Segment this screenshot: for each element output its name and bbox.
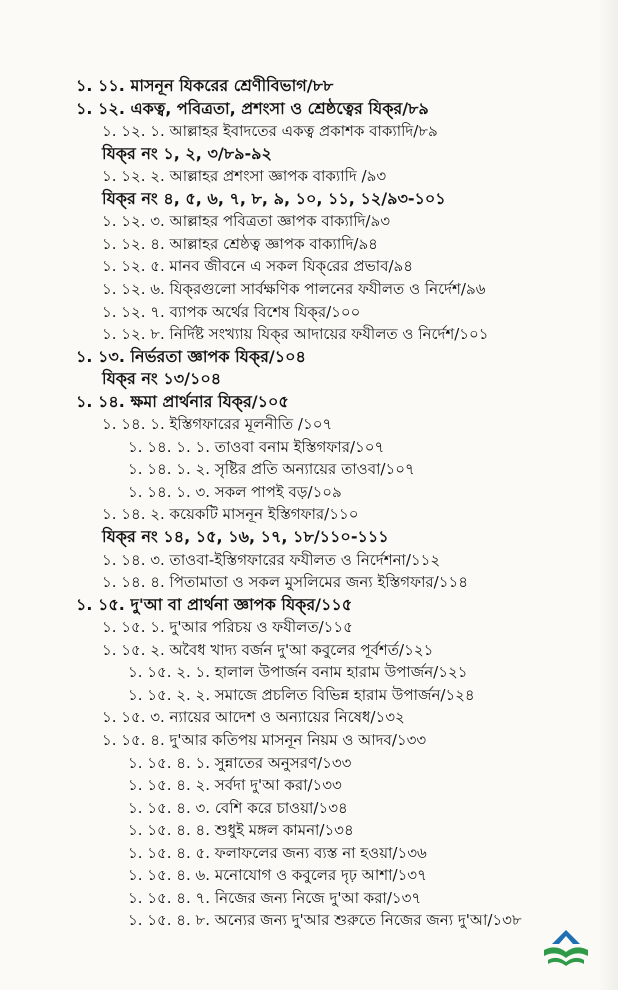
toc-entry: ১. ১২. ২. আল্লাহর প্রশংসা জ্ঞাপক বাক্যাদি /৯৩ — [102, 167, 387, 186]
toc-entry: ১. ১২. ৫. মানব জীবনে এ সকল যিক্‌রের প্রভাব/৯৪ — [102, 257, 414, 276]
toc-entry: ১. ১৪. ১. ২. সৃষ্টির প্রতি অন্যায়ের তাওবা/১০৭ — [128, 460, 415, 479]
toc-entry: যিক্‌র নং ১, ২, ৩/৮৯-৯২ — [102, 143, 272, 163]
toc-entry: ১. ১৪. ১. ৩. সকল পাপই বড়/১০৯ — [128, 482, 342, 501]
toc-entry: ১. ১২. ৬. যিক্‌রগুলো সার্বক্ষণিক পালনের ফযীলত ও নির্দেশ/৯৬ — [102, 279, 486, 298]
publisher-logo-icon — [540, 928, 592, 972]
toc-entry: ১. ১৫. দু'আ বা প্রার্থনা জ্ঞাপক যিক্‌র/১১৫ — [76, 594, 353, 614]
toc-entry: ১. ১৩. নির্ভরতা জ্ঞাপক যিক্‌র/১০৪ — [76, 346, 306, 366]
toc-entry: ১. ১৪. ৩. তাওবা-ইস্তিগফারের ফযীলত ও নির্দেশনা/১১২ — [102, 550, 441, 569]
toc-entry: যিক্‌র নং ১৩/১০৪ — [102, 369, 222, 389]
toc-entry: ১. ১৫. ৪. ৮. অন্যের জন্য দু'আর শুরুতে নিজের জন্য দু'আ/১৩৮ — [128, 911, 522, 930]
toc-entry: ১. ১২. ৩. আল্লাহর পবিত্রতা জ্ঞাপক বাক্যাদি/৯৩ — [102, 212, 390, 231]
toc-entry: ১. ১৫. ৪. ১. সুন্নাতের অনুসরণ/১৩৩ — [128, 753, 352, 772]
toc-entry: যিক্‌র নং ১৪, ১৫, ১৬, ১৭, ১৮/১১০-১১১ — [102, 527, 389, 546]
toc-entry: ১. ১২. ৮. নির্দিষ্ট সংখ্যায় যিক্‌র আদায়ের ফযীলত ও নির্দেশ/১০১ — [102, 325, 489, 344]
toc-entry: ১. ১২. একত্ব, পবিত্রতা, প্রশংসা ও শ্রেষ্ঠত্বের যিক্‌র/৮৯ — [76, 98, 429, 118]
toc-entry: ১. ১৫. ৪. ২. সর্বদা দু'আ করা/১৩৩ — [128, 776, 342, 795]
toc-entry: ১. ১৫. ৪. ৬. মনোযোগ ও কবুলের দৃঢ় আশা/১৩৭ — [128, 866, 427, 885]
toc-entry: ১. ১২. ১. আল্লাহর ইবাদতের একত্ব প্রকাশক বাক্যাদি/৮৯ — [102, 122, 438, 141]
toc-entry: ১. ১৫. ৪. ৩. বেশি করে চাওয়া/১৩৪ — [128, 798, 348, 817]
toc-entry: ১. ১২. ৭. ব্যাপক অর্থের বিশেষ যিক্‌র/১০০ — [102, 302, 361, 321]
toc-entry: ১. ১৪. ক্ষমা প্রার্থনার যিক্‌র/১০৫ — [76, 391, 289, 411]
page-edge — [598, 0, 618, 990]
toc-entry: ১. ১৫. ২. ১. হালাল উপার্জন বনাম হারাম উপার্জন/১২১ — [128, 663, 468, 682]
toc-entry: ১. ১৫. ৪. ৪. শুধুই মঙ্গল কামনা/১৩৪ — [128, 821, 354, 840]
toc-entry: ১. ১৫. ২. ২. সমাজে প্রচলিত বিভিন্ন হারাম উপার্জন/১২৪ — [128, 685, 475, 704]
toc-entry: ১. ১৫. ৪. দু'আর কতিপয় মাসনূন নিয়ম ও আদব/১৩৩ — [102, 730, 427, 749]
toc-entry: ১. ১৫. ১. দু'আর পরিচয় ও ফযীলত/১১৫ — [102, 618, 353, 637]
toc-entry: ১. ১৫. ৩. ন্যায়ের আদেশ ও অন্যায়ের নিষেধ/১৩২ — [102, 708, 405, 727]
toc-entry: ১. ১৫. ৪. ৭. নিজের জন্য নিজে দু'আ করা/১৩৭ — [128, 888, 422, 907]
toc-entry: ১. ১৪. ১. ইস্তিগফারের মূলনীতি /১০৭ — [102, 415, 333, 434]
toc-entry: ১. ১৫. ২. অবৈধ খাদ্য বর্জন দু'আ কবুলের পূর্বশর্ত/১২১ — [102, 640, 434, 659]
toc-entry: ১. ১৪. ৪. পিতামাতা ও সকল মুসলিমের জন্য ইস্তিগফার/১১৪ — [102, 573, 468, 592]
toc-entry: ১. ১৪. ২. কয়েকটি মাসনূন ইস্তিগফার/১১০ — [102, 505, 359, 524]
toc-entry: ১. ১১. মাসনূন যিকরের শ্রেণীবিভাগ/৮৮ — [76, 76, 334, 95]
toc-entry: ১. ১৫. ৪. ৫. ফলাফলের জন্য ব্যস্ত না হওয়া/১৩৬ — [128, 843, 427, 862]
toc-entry: যিক্‌র নং ৪, ৫, ৬, ৭, ৮, ৯, ১০, ১১, ১২/৯৩-১০১ — [102, 188, 446, 208]
toc-entry: ১. ১৪. ১. ১. তাওবা বনাম ইস্তিগফার/১০৭ — [128, 437, 385, 456]
toc-entry: ১. ১২. ৪. আল্লাহর শ্রেষ্ঠত্ব জ্ঞাপক বাক্যাদি/৯৪ — [102, 234, 378, 253]
